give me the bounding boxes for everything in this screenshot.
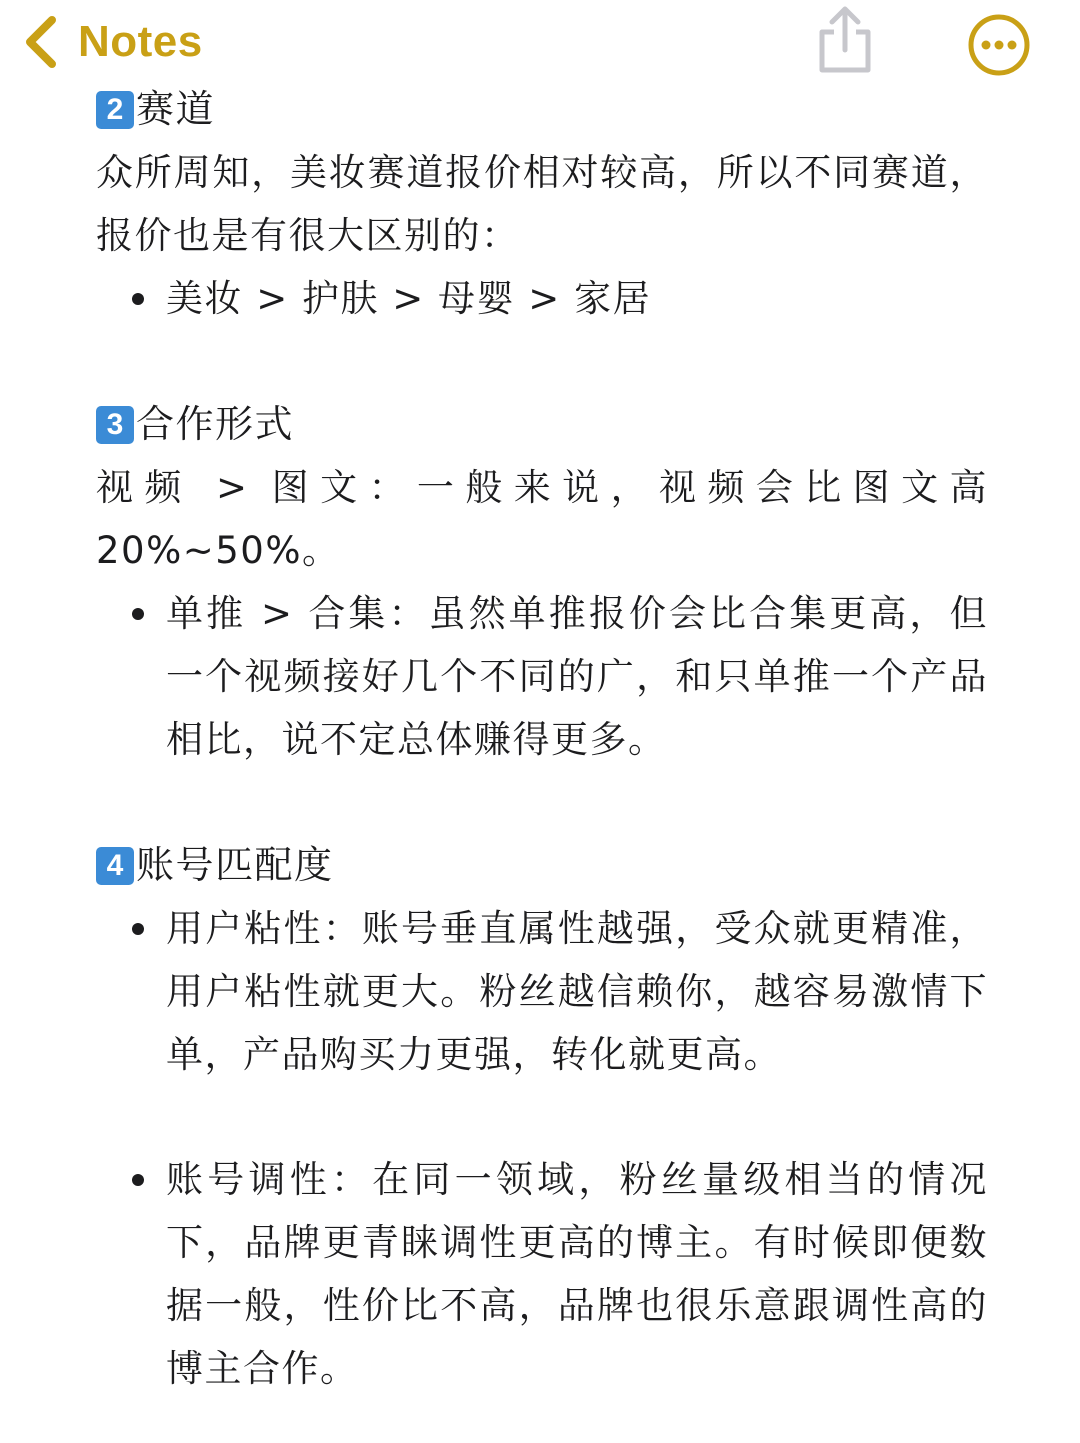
list-item-text: 单推 > 合集：虽然单推报价会比合集更高，但一个视频接好几个不同的广，和只单推一个产品相比，说不定总体赚得更多。 bbox=[166, 592, 988, 761]
number-badge: 4 bbox=[96, 847, 134, 885]
section-heading bbox=[96, 393, 988, 456]
share-button[interactable] bbox=[812, 2, 878, 76]
back-label: Notes bbox=[78, 17, 203, 66]
chevron-left-icon bbox=[20, 14, 60, 70]
list-item bbox=[96, 897, 988, 1086]
section-title: 合作形式 bbox=[136, 402, 295, 446]
bullet-list bbox=[96, 582, 988, 771]
more-button[interactable] bbox=[966, 12, 1032, 78]
bullet-list bbox=[96, 267, 988, 330]
section-title: 赛道 bbox=[136, 87, 216, 131]
list-item bbox=[96, 1148, 988, 1400]
navigation-bar bbox=[0, 0, 1080, 86]
bullet-dot bbox=[132, 608, 144, 620]
share-icon bbox=[812, 2, 878, 76]
list-item-text: 账号调性：在同一领域，粉丝量级相当的情况下，品牌更青睐调性更高的博主。有时候即便数据一般，性价比不高，品牌也很乐意跟调性高的博主合作。 bbox=[166, 1158, 988, 1390]
section-heading bbox=[96, 834, 988, 897]
list-item-text: 美妆 > 护肤 > 母婴 > 家居 bbox=[166, 277, 652, 320]
back-button[interactable] bbox=[20, 10, 203, 74]
spacer bbox=[96, 1086, 988, 1148]
bullet-dot bbox=[132, 923, 144, 935]
spacer bbox=[96, 330, 988, 393]
more-icon bbox=[966, 12, 1032, 78]
spacer bbox=[96, 771, 988, 834]
number-badge: 3 bbox=[96, 406, 134, 444]
section-paragraph: 视频 > 图文：一般来说，视频会比图文高20%~50%。 bbox=[96, 466, 988, 572]
list-item-text: 用户粘性：账号垂直属性越强，受众就更精准，用户粘性就更大。粉丝越信赖你，越容易激情下单，产品购买力更强，转化就更高。 bbox=[166, 907, 988, 1076]
bullet-dot bbox=[132, 1174, 144, 1186]
number-badge: 2 bbox=[96, 91, 134, 129]
bullet-list bbox=[96, 897, 988, 1400]
bullet-dot bbox=[132, 293, 144, 305]
section-paragraph: 众所周知，美妆赛道报价相对较高，所以不同赛道，报价也是有很大区别的： bbox=[96, 151, 988, 257]
section-heading bbox=[96, 78, 988, 141]
note-body[interactable] bbox=[96, 78, 988, 1400]
list-item bbox=[96, 267, 988, 330]
section-title: 账号匹配度 bbox=[136, 843, 334, 887]
list-item bbox=[96, 582, 988, 771]
